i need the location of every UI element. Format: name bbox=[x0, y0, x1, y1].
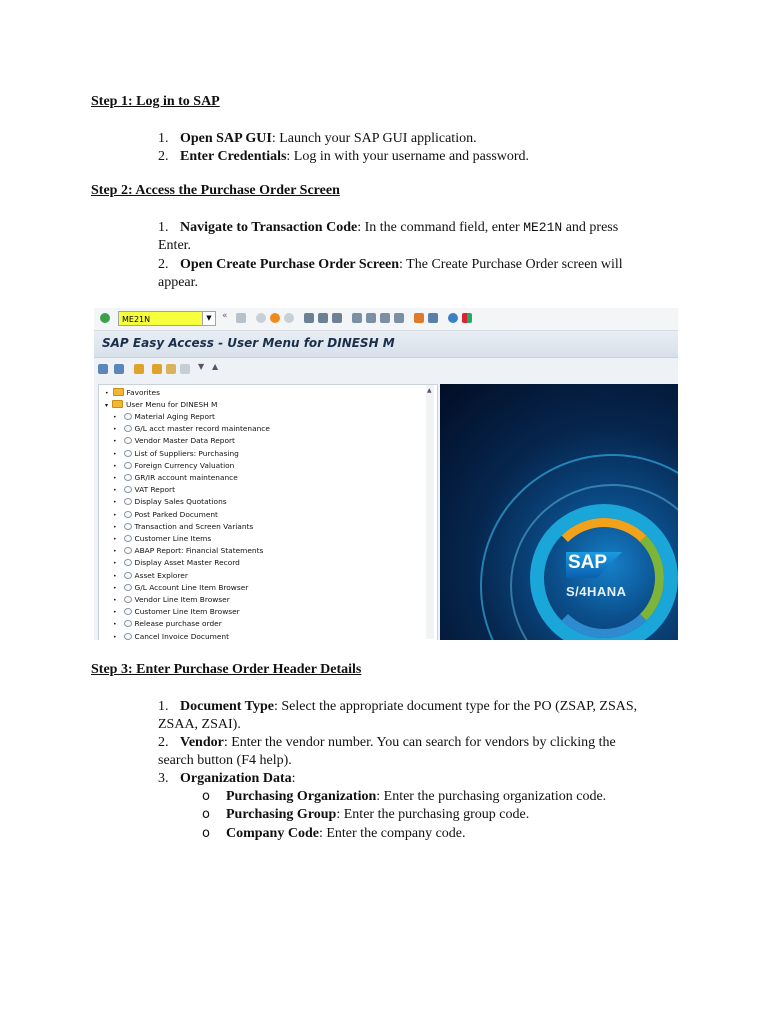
step3-subitem-3: Company Code: Enter the company code. bbox=[226, 826, 466, 841]
tree-menu-item[interactable]: • Customer Line Item Browser bbox=[113, 607, 240, 617]
step2-item-1-cont: Enter. bbox=[158, 238, 192, 253]
menu-icon[interactable] bbox=[98, 364, 108, 374]
tree-user-menu[interactable]: ▾ User Menu for DINESH M bbox=[105, 400, 218, 409]
s4hana-splash-image bbox=[440, 384, 678, 640]
transaction-icon bbox=[124, 547, 132, 554]
layout-menu-icon[interactable] bbox=[462, 313, 472, 323]
new-session-icon[interactable] bbox=[414, 313, 424, 323]
step3-item-1-cont: ZSAA, ZSAI). bbox=[158, 717, 241, 732]
back-icon[interactable]: « bbox=[222, 311, 228, 321]
cancel-icon[interactable] bbox=[284, 313, 294, 323]
scroll-up-icon[interactable]: ▲ bbox=[427, 387, 432, 394]
save-icon[interactable] bbox=[236, 313, 246, 323]
transaction-icon bbox=[124, 474, 132, 481]
first-page-icon[interactable] bbox=[352, 313, 362, 323]
transaction-icon bbox=[124, 511, 132, 518]
sap-logo-text: SAP bbox=[568, 552, 608, 573]
last-page-icon[interactable] bbox=[394, 313, 404, 323]
tree-menu-item[interactable]: • VAT Report bbox=[113, 485, 175, 495]
transaction-icon bbox=[124, 572, 132, 579]
help-icon[interactable] bbox=[448, 313, 458, 323]
step3-item-3: 3. Organization Data: bbox=[158, 771, 296, 786]
transaction-icon bbox=[124, 584, 132, 591]
transaction-icon bbox=[124, 596, 132, 603]
s4hana-product-text: S/4HANA bbox=[566, 584, 627, 599]
transaction-icon bbox=[124, 523, 132, 530]
tree-menu-item[interactable]: • Display Asset Master Record bbox=[113, 558, 240, 568]
transaction-icon bbox=[124, 633, 132, 640]
tree-menu-item[interactable]: • List of Suppliers: Purchasing bbox=[113, 448, 239, 458]
tree-menu-item[interactable]: • Cancel Invoice Document bbox=[113, 631, 229, 640]
transaction-icon bbox=[124, 559, 132, 566]
step3-item-1: 1. Document Type: Select the appropriate document type for the PO (ZSAP, ZSAS, bbox=[158, 699, 638, 714]
collapse-up-icon[interactable]: ▲ bbox=[212, 362, 219, 371]
folder-icon bbox=[113, 388, 124, 396]
transaction-code: ME21N bbox=[523, 220, 563, 235]
tree-menu-item[interactable]: • Vendor Master Data Report bbox=[113, 436, 235, 446]
tree-scrollbar[interactable] bbox=[426, 385, 434, 639]
expand-down-icon[interactable]: ▼ bbox=[198, 362, 205, 371]
tree-menu-item[interactable]: • G/L Account Line Item Browser bbox=[113, 582, 249, 592]
step2-item-2: 2. Open Create Purchase Order Screen: The Create Purchase Order screen will bbox=[158, 257, 623, 272]
transaction-icon bbox=[124, 450, 132, 457]
step3-subitem-1: Purchasing Organization: Enter the purchasing organization code. bbox=[226, 789, 607, 804]
tree-menu-item[interactable]: • Transaction and Screen Variants bbox=[113, 521, 254, 531]
transaction-icon bbox=[124, 413, 132, 420]
sap-toolbar bbox=[94, 308, 678, 331]
transaction-icon bbox=[124, 462, 132, 469]
sap-app-toolbar bbox=[94, 358, 678, 380]
bullet-icon: o bbox=[202, 826, 210, 841]
transaction-icon bbox=[124, 486, 132, 493]
command-field[interactable]: ME21N bbox=[118, 311, 212, 326]
tree-menu-item[interactable]: • Customer Line Items bbox=[113, 534, 212, 543]
sap-screenshot bbox=[94, 308, 678, 640]
next-page-icon[interactable] bbox=[380, 313, 390, 323]
tree-menu-item[interactable]: • G/L acct master record maintenance bbox=[113, 424, 270, 434]
tree-menu-item[interactable]: • Vendor Line Item Browser bbox=[113, 595, 230, 604]
print-icon[interactable] bbox=[304, 313, 314, 323]
sap-menu-icon[interactable] bbox=[114, 364, 124, 374]
step3-item-2-cont: search button (F4 help). bbox=[158, 753, 292, 768]
assign-users-icon[interactable] bbox=[166, 364, 176, 374]
user-menu-tree bbox=[98, 384, 438, 640]
tree-menu-item[interactable]: • Foreign Currency Valuation bbox=[113, 460, 235, 470]
step3-heading: Step 3: Enter Purchase Order Header Details bbox=[91, 662, 362, 677]
tree-menu-item[interactable]: • GR/IR account maintenance bbox=[113, 473, 238, 482]
open-folder-icon bbox=[112, 400, 123, 408]
bullet-icon: o bbox=[202, 807, 210, 822]
bullet-icon: o bbox=[202, 789, 210, 804]
tree-menu-item[interactable]: • Post Parked Document bbox=[113, 509, 218, 519]
edit-icon[interactable] bbox=[180, 364, 190, 374]
step1-item-1: 1. Open SAP GUI: Launch your SAP GUI application. bbox=[158, 131, 477, 146]
step1-heading: Step 1: Log in to SAP bbox=[91, 94, 220, 109]
tree-menu-item[interactable]: • Material Aging Report bbox=[113, 412, 215, 421]
tree-menu-item[interactable]: • Asset Explorer bbox=[113, 570, 188, 580]
tree-menu-item[interactable]: • ABAP Report: Financial Statements bbox=[113, 546, 264, 556]
transaction-icon bbox=[124, 608, 132, 615]
step3-subitem-2: Purchasing Group: Enter the purchasing group code. bbox=[226, 807, 530, 822]
shortcut-icon[interactable] bbox=[428, 313, 438, 323]
create-role-icon[interactable] bbox=[152, 364, 162, 374]
transaction-icon bbox=[124, 620, 132, 627]
transaction-icon bbox=[124, 437, 132, 444]
find-next-icon[interactable] bbox=[332, 313, 342, 323]
enter-check-icon[interactable] bbox=[100, 313, 110, 323]
add-favorite-icon[interactable] bbox=[134, 364, 144, 374]
transaction-icon bbox=[124, 498, 132, 505]
sap-screen-title: SAP Easy Access - User Menu for DINESH M bbox=[102, 336, 395, 350]
step2-heading: Step 2: Access the Purchase Order Screen bbox=[91, 183, 340, 198]
tree-menu-item[interactable]: • Display Sales Quotations bbox=[113, 497, 227, 507]
s4hana-color-ring bbox=[544, 518, 664, 638]
back-nav-icon[interactable] bbox=[256, 313, 266, 323]
command-dropdown-icon[interactable]: ▼ bbox=[202, 311, 216, 326]
step2-item-1: 1. Navigate to Transaction Code: In the command field, enter ME21N and press bbox=[158, 220, 619, 235]
sap-title-bar bbox=[94, 331, 678, 358]
exit-icon[interactable] bbox=[270, 313, 280, 323]
step2-item-2-cont: appear. bbox=[158, 275, 199, 290]
transaction-icon bbox=[124, 425, 132, 432]
find-icon[interactable] bbox=[318, 313, 328, 323]
tree-menu-item[interactable]: • Release purchase order bbox=[113, 619, 222, 629]
tree-favorites[interactable]: • Favorites bbox=[105, 388, 160, 397]
transaction-icon bbox=[124, 535, 132, 542]
step3-item-2: 2. Vendor: Enter the vendor number. You can search for vendors by clicking the bbox=[158, 735, 616, 750]
previous-page-icon[interactable] bbox=[366, 313, 376, 323]
step1-item-2: 2. Enter Credentials: Log in with your username and password. bbox=[158, 149, 530, 164]
